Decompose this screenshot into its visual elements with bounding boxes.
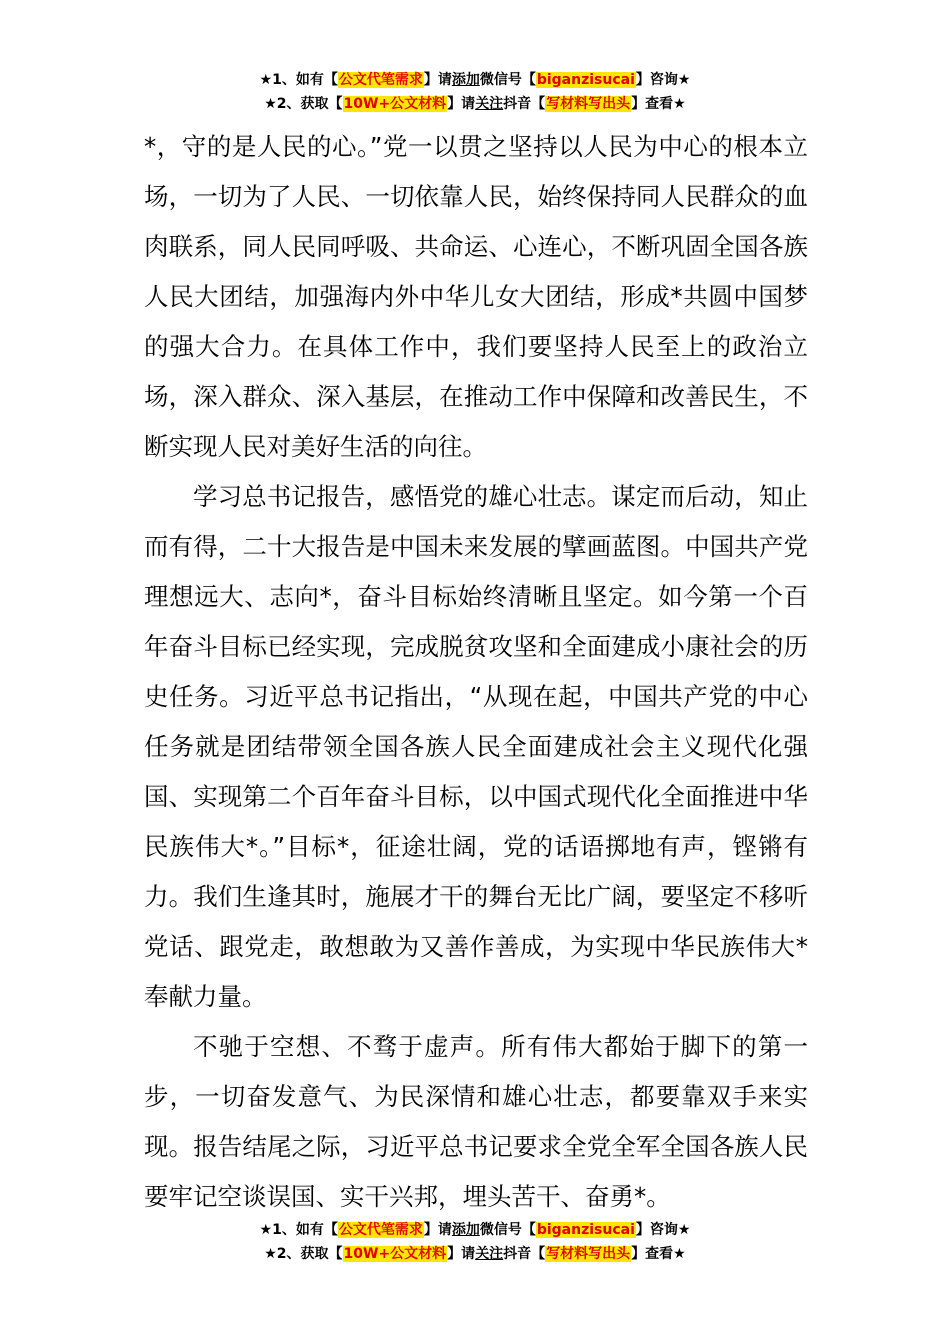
banner-text: 微信号【 (479, 1222, 536, 1238)
banner-text: 】查看★ (631, 96, 686, 112)
header-banner (0, 68, 950, 116)
wechat-id: biganzisucai (536, 72, 635, 88)
banner-text: 】请 (447, 96, 476, 112)
paragraph-3: 不驰于空想、不骛于虚声。所有伟大都始于脚下的第一步，一切奋发意气、为民深情和雄心壮志，都要靠双手来实现。报告结尾之际，习近平总书记要求全党全军全国各族人民要牢记空谈误国、实干兴邦，埋头苦干、奋勇*。 (144, 1032, 808, 1211)
highlight-label: 公文代笔需求 (338, 1222, 423, 1238)
banner-text: ★1、如有【 (259, 1222, 338, 1238)
banner-line-1 (0, 68, 950, 92)
footer-banner (0, 1218, 950, 1266)
banner-text: 微信号【 (479, 72, 536, 88)
douyin-account: 写材料写出头 (546, 96, 631, 112)
banner-line-2 (0, 1242, 950, 1266)
banner-emphasis: 添加 (451, 1222, 480, 1238)
banner-text: ★1、如有【 (259, 72, 338, 88)
banner-line-2 (0, 92, 950, 116)
banner-emphasis: 添加 (451, 72, 480, 88)
banner-text: ★2、获取【 (264, 1246, 343, 1262)
banner-text: ★2、获取【 (264, 96, 343, 112)
wechat-id: biganzisucai (536, 1222, 635, 1238)
banner-emphasis: 关注 (475, 1246, 504, 1262)
banner-text: 】请 (447, 1246, 476, 1262)
douyin-account: 写材料写出头 (546, 1246, 631, 1262)
paragraph-2: 学习总书记报告，感悟党的雄心壮志。谋定而后动，知止而有得，二十大报告是中国未来发展的擘画蓝图。中国共产党理想远大、志向*，奋斗目标始终清晰且坚定。如今第一个百年奋斗目标已经实现，完成脱贫攻坚和全面建成小康社会的历史任务。习近平总书记指出，“从现在起，中国共产党的中心任务就是团结带领全国各族人民全面建成社会主义现代化强国、实现第二个百年奋斗目标，以中国式现代化全面推进中华民族伟大*。”目标*，征途壮阔，党的话语掷地有声，铿锵有力。我们生逢其时，施展才干的舞台无比广阔，要坚定不移听党话、跟党走，敢想敢为又善作善成，为实现中华民族伟大*奉献力量。 (144, 482, 808, 1011)
highlight-label: 公文代笔需求 (338, 72, 423, 88)
banner-text: 】请 (423, 72, 452, 88)
banner-text: 】请 (423, 1222, 452, 1238)
banner-text: 抖音【 (503, 1246, 546, 1262)
document-body (144, 122, 808, 1222)
paragraph-1: *，守的是人民的心。”党一以贯之坚持以人民为中心的根本立场，一切为了人民、一切依靠人民，始终保持同人民群众的血肉联系，同人民同呼吸、共命运、心连心，不断巩固全国各族人民大团结，加强海内外中华儿女大团结，形成*共圆中国梦的强大合力。在具体工作中，我们要坚持人民至上的政治立场，深入群众、深入基层，在推动工作中保障和改善民生，不断实现人民对美好生活的向往。 (144, 132, 808, 461)
banner-text: 抖音【 (503, 96, 546, 112)
highlight-label: 10W+公文材料 (343, 96, 447, 112)
banner-text: 】咨询★ (635, 72, 691, 88)
banner-text: 】查看★ (631, 1246, 686, 1262)
banner-line-1 (0, 1218, 950, 1242)
highlight-label: 10W+公文材料 (343, 1246, 447, 1262)
banner-text: 】咨询★ (635, 1222, 691, 1238)
banner-emphasis: 关注 (475, 96, 504, 112)
